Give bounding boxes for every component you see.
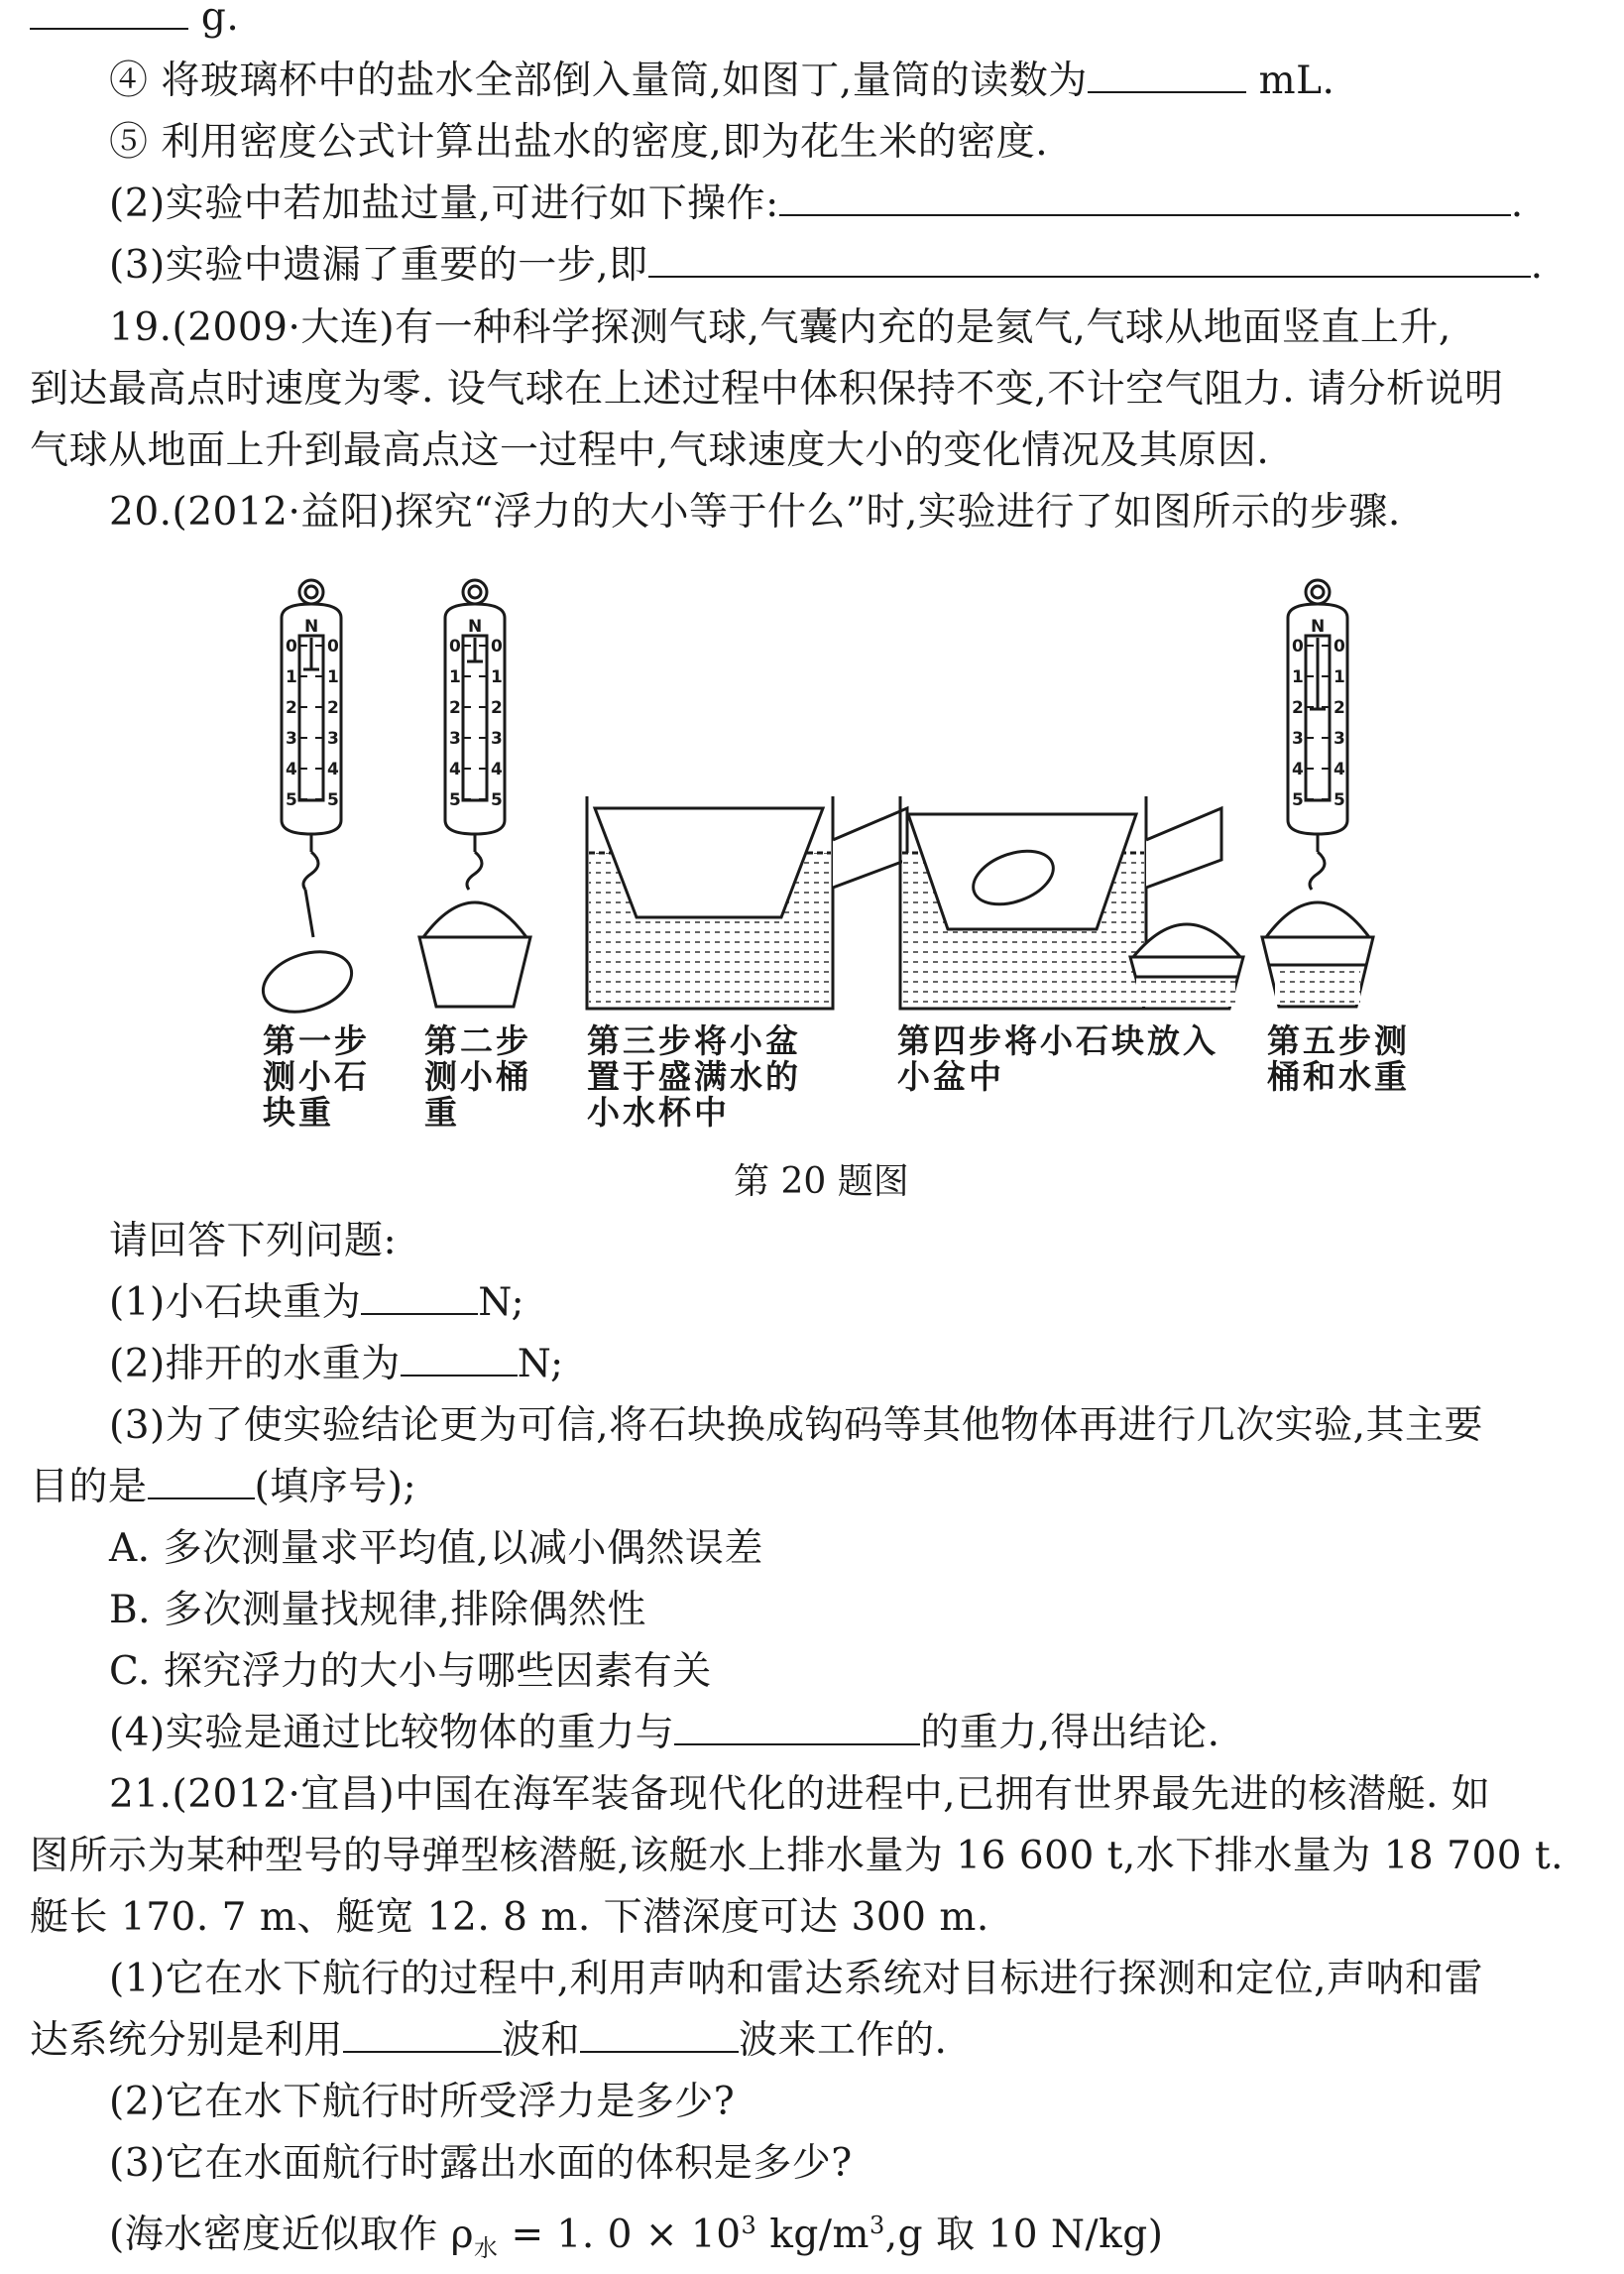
scale-tick-label: 0 xyxy=(286,637,297,657)
q21-part1-line2 xyxy=(30,2015,947,2067)
q21-part1-line1: (1)它在水下航行的过程中,利用声呐和雷达系统对目标进行探测和定位,声呐和雷 xyxy=(109,1957,1484,2001)
scale-tick-label: 3 xyxy=(1334,729,1345,749)
scale-tick-label: 1 xyxy=(491,667,503,687)
caption-line: 测小石 xyxy=(263,1057,370,1096)
scale-tick-label: 4 xyxy=(1334,760,1345,779)
scale-unit-label: N xyxy=(304,617,319,637)
q21-note xyxy=(109,2200,1164,2274)
caption-step-2 xyxy=(424,1023,531,1131)
scale-tick-label: 3 xyxy=(449,729,461,749)
option-a: A. 多次测量求平均值,以减小偶然误差 xyxy=(109,1526,763,1571)
period: . xyxy=(1530,243,1544,288)
scale-tick-label: 2 xyxy=(327,698,339,718)
caption-line: 小水杯中 xyxy=(587,1093,730,1132)
scale-tick-label: 3 xyxy=(491,729,503,749)
scale-tick-label: 3 xyxy=(286,729,297,749)
scale-tick-label: 0 xyxy=(1292,637,1304,657)
question-text: 达系统分别是利用 xyxy=(30,2018,344,2063)
caption-line: 第三步将小盆 xyxy=(587,1021,801,1060)
note-text: = 1. 0 × 10 xyxy=(498,2213,742,2257)
question-text: 的重力,得出结论. xyxy=(920,1711,1220,1755)
scale-tick-label: 0 xyxy=(327,637,339,657)
scale-tick-label: 5 xyxy=(1292,790,1304,810)
note-text: ,g 取 10 N/kg) xyxy=(884,2213,1164,2257)
question-text: (1)小石块重为 xyxy=(109,1280,362,1325)
scale-unit-label: N xyxy=(468,617,483,637)
option-c: C. 探究浮力的大小与哪些因素有关 xyxy=(109,1649,712,1694)
answer-blank[interactable] xyxy=(361,1277,478,1315)
scale-tick-label: 3 xyxy=(327,729,339,749)
scale-tick-label: 4 xyxy=(1292,760,1304,779)
note-superscript: 3 xyxy=(869,2212,885,2239)
caption-line: 置于盛满水的 xyxy=(587,1057,801,1096)
overflow-cup-step3 xyxy=(587,796,907,1009)
q19-line-3: 气球从地面上升到最高点这一过程中,气球速度大小的变化情况及其原因. xyxy=(30,428,1270,473)
question-text: (4)实验是通过比较物体的重力与 xyxy=(109,1711,675,1755)
scale-tick-label: 1 xyxy=(1334,667,1345,687)
scale-tick-label: 4 xyxy=(449,760,461,779)
q20-part4 xyxy=(109,1708,1220,1759)
answer-blank[interactable] xyxy=(674,1708,920,1745)
step-4-text: ④ 将玻璃杯中的盐水全部倒入量筒,如图丁,量筒的读数为 xyxy=(109,59,1088,103)
q19-line-1: 19.(2009·大连)有一种科学探测气球,气囊内充的是氦气,气球从地面竖直上升, xyxy=(109,305,1451,350)
answer-blank[interactable] xyxy=(648,240,1531,278)
line-fill-blank-g xyxy=(30,0,239,44)
question-text: 目的是 xyxy=(30,1465,148,1509)
note-superscript: 3 xyxy=(741,2212,757,2239)
scale-tick-label: 1 xyxy=(286,667,297,687)
caption-line: 小盆中 xyxy=(897,1057,1004,1096)
scale-tick-label: 4 xyxy=(327,760,339,779)
caption-line: 第二步 xyxy=(424,1021,531,1060)
unit-text: g. xyxy=(200,0,240,40)
answer-blank[interactable] xyxy=(30,0,188,30)
question-text: (填序号); xyxy=(254,1465,417,1509)
question-text: (2)排开的水重为 xyxy=(109,1342,401,1386)
scale-tick-label: 5 xyxy=(286,790,297,810)
figure-title: 第 20 题图 xyxy=(734,1161,909,1202)
answer-blank[interactable] xyxy=(580,2015,739,2053)
unit-text: N; xyxy=(517,1342,564,1386)
scale-tick-label: 5 xyxy=(327,790,339,810)
scale-tick-label: 2 xyxy=(449,698,461,718)
answer-blank[interactable] xyxy=(779,179,1511,216)
scale-tick-label: 1 xyxy=(1292,667,1304,687)
period: . xyxy=(1510,181,1524,226)
stone-1 xyxy=(256,941,360,1022)
answer-blank[interactable] xyxy=(401,1339,518,1376)
question-text: 波来工作的. xyxy=(739,2018,948,2063)
scale-tick-label: 0 xyxy=(491,637,503,657)
question-text: (2)实验中若加盐过量,可进行如下操作: xyxy=(109,181,779,226)
q21-part3: (3)它在水面航行时露出水面的体积是多少? xyxy=(109,2141,853,2186)
scale-tick-label: 2 xyxy=(286,698,297,718)
q21-line-1: 21.(2012·宜昌)中国在海军装备现代化的进程中,已拥有世界最先进的核潜艇. 如 xyxy=(109,1772,1491,1817)
answer-blank[interactable] xyxy=(1088,56,1246,93)
scale-unit-label: N xyxy=(1311,617,1326,637)
unit-text: N; xyxy=(478,1280,525,1325)
note-text: kg/m xyxy=(756,2213,870,2257)
scale-tick-label: 1 xyxy=(449,667,461,687)
q20-part1 xyxy=(109,1277,524,1329)
q20-part3-line1: (3)为了使实验结论更为可信,将石块换成钩码等其他物体再进行几次实验,其主要 xyxy=(109,1403,1484,1448)
scale-tick-label: 5 xyxy=(1334,790,1345,810)
caption-step-1 xyxy=(263,1023,370,1131)
unit-text: mL. xyxy=(1258,59,1335,103)
q20-part3-line2 xyxy=(30,1462,416,1513)
q18-part3-line xyxy=(109,240,1544,292)
step-4-line xyxy=(109,56,1334,107)
q21-line-2: 图所示为某种型号的导弹型核潜艇,该艇水上排水量为 16 600 t,水下排水量为 18 700 t. xyxy=(30,1834,1565,1878)
caption-step-4 xyxy=(897,1023,1218,1095)
scale-tick-label: 2 xyxy=(1292,698,1304,718)
caption-line: 第一步 xyxy=(263,1021,370,1060)
scale-tick-label: 5 xyxy=(449,790,461,810)
q20-part2 xyxy=(109,1339,564,1390)
q21-part2: (2)它在水下航行时所受浮力是多少? xyxy=(109,2080,736,2124)
caption-line: 测小桶 xyxy=(424,1057,531,1096)
bucket-with-water xyxy=(1262,902,1373,1007)
caption-line: 第五步测 xyxy=(1267,1021,1410,1060)
note-subscript: 水 xyxy=(474,2233,499,2262)
answer-blank[interactable] xyxy=(148,1462,255,1499)
scale-tick-label: 1 xyxy=(327,667,339,687)
q18-part2-line xyxy=(109,179,1524,230)
q20-line-1: 20.(2012·益阳)探究“浮力的大小等于什么”时,实验进行了如图所示的步骤. xyxy=(109,490,1401,535)
scale-tick-label: 4 xyxy=(491,760,503,779)
caption-line: 第四步将小石块放入 xyxy=(897,1021,1218,1060)
scale-tick-label: 2 xyxy=(491,698,503,718)
question-text: (3)实验中遗漏了重要的一步,即 xyxy=(109,243,648,288)
caption-line: 桶和水重 xyxy=(1267,1057,1410,1096)
note-text: (海水密度近似取作 ρ xyxy=(109,2213,475,2257)
scale-tick-label: 5 xyxy=(491,790,503,810)
q21-line-3: 艇长 170. 7 m、艇宽 12. 8 m. 下潜深度可达 300 m. xyxy=(30,1895,989,1940)
q19-line-2: 到达最高点时速度为零. 设气球在上述过程中体积保持不变,不计空气阻力. 请分析说明 xyxy=(30,367,1504,412)
caption-step-3 xyxy=(587,1023,801,1131)
answer-blank[interactable] xyxy=(343,2015,502,2053)
scale-tick-label: 0 xyxy=(449,637,461,657)
bucket-empty xyxy=(419,902,530,1007)
step-5-line: ⑤ 利用密度公式计算出盐水的密度,即为花生米的密度. xyxy=(109,120,1049,165)
q20-prompt: 请回答下列问题: xyxy=(109,1219,398,1263)
option-b: B. 多次测量找规律,排除偶然性 xyxy=(109,1588,646,1632)
caption-line: 块重 xyxy=(263,1093,334,1132)
scale-tick-label: 4 xyxy=(286,760,297,779)
scale-tick-label: 2 xyxy=(1334,698,1345,718)
scale-tick-label: 3 xyxy=(1292,729,1304,749)
caption-step-5 xyxy=(1267,1023,1410,1095)
scale-tick-label: 0 xyxy=(1334,637,1345,657)
caption-line: 重 xyxy=(424,1093,460,1132)
question-text: 波和 xyxy=(502,2018,581,2063)
